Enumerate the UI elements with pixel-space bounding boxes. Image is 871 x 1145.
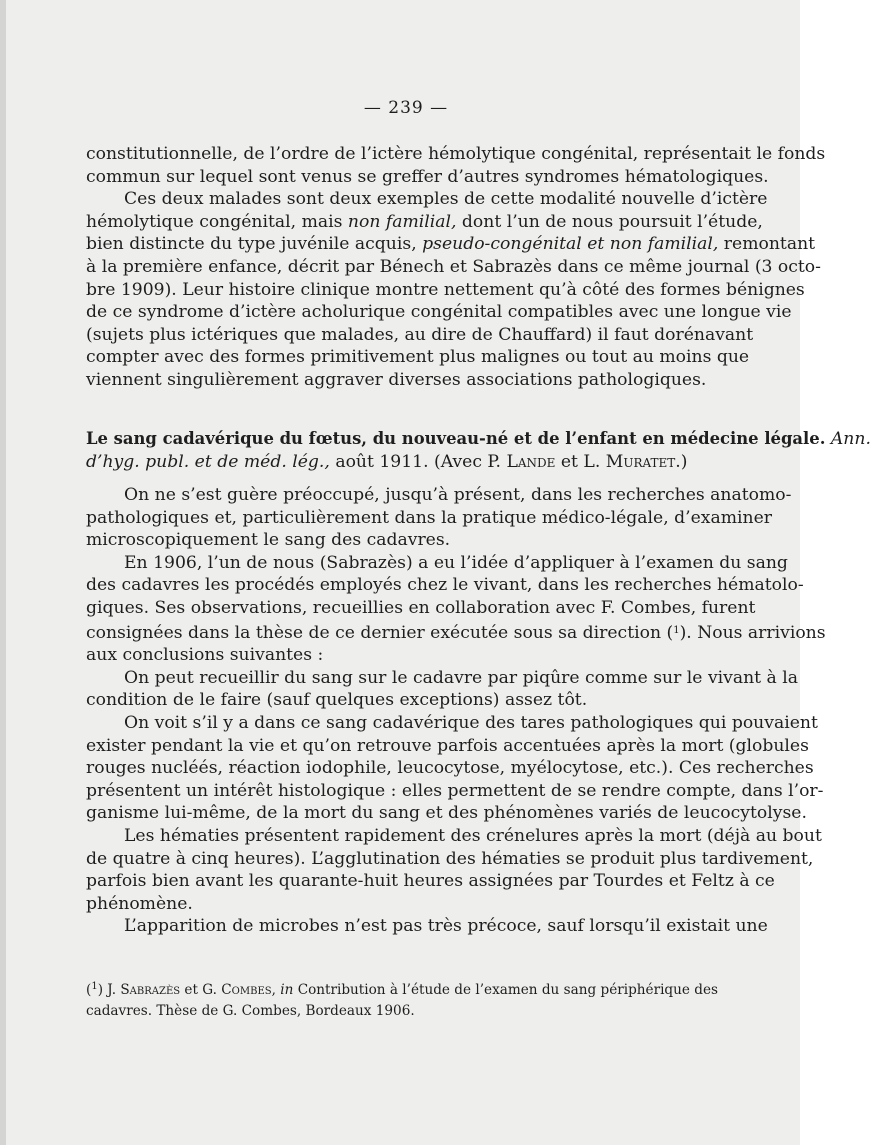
text-line: On voit s’il y a dans ce sang cadavérique des tares pathologiques qui pouvaient [124, 712, 818, 733]
text-run: Contribution à l’étude de l’examen du sang périphérique des [293, 982, 718, 998]
text-run: .) [675, 451, 688, 472]
text-line: des cadavres les procédés employés chez le vivant, dans les recherches hématolo- [86, 575, 804, 596]
paragraph-microbes [86, 915, 768, 938]
text-run: remontant [718, 234, 816, 255]
text-line [86, 211, 763, 234]
coauthor-name: Muratet [605, 451, 676, 472]
footnote-reference[interactable]: 1 [673, 624, 680, 636]
italic-run: in [280, 982, 294, 998]
author-name: Sabrazès [120, 982, 181, 998]
text-line: ganisme lui-même, de la mort du sang et des phénomènes variés de leucocytolyse. [86, 803, 807, 824]
text-line: bre 1909). Leur histoire clinique montre nettement qu’à côté des formes bénignes [86, 279, 805, 300]
text-line: exister pendant la vie et qu’on retrouve parfois accentuées après la mort (globules [86, 735, 809, 756]
text-line: de quatre à cinq heures). L’agglutination des hématies se produit plus tardivement, [86, 848, 814, 869]
text-line: condition de le faire (sauf quelques exceptions) assez tôt. [86, 690, 588, 711]
text-block-main [86, 484, 826, 938]
text-block-top [86, 143, 826, 392]
text-line: de ce syndrome d’ictère acholurique congénital compatibles avec une longue vie [86, 302, 792, 323]
text-line: rouges nucléés, réaction iodophile, leucocytose, myélocytose, etc.). Ces recherches [86, 758, 814, 779]
text-run: ). Nous arrivions [679, 622, 826, 643]
italic-run: non familial, [347, 211, 457, 232]
coauthor-name: Lande [506, 451, 556, 472]
text-line: viennent singulièrement aggraver diverses associations pathologiques. [86, 369, 707, 390]
text-line: microscopiquement le sang des cadavres. [86, 530, 451, 551]
text-line: commun sur lequel sont venus se greffer d’autres syndromes hématologiques. [86, 166, 769, 187]
text-run: consignées dans la thèse de ce dernier exécutée sous sa direction ( [86, 622, 674, 643]
reference-date: août 1911. (Avec P. [329, 451, 507, 472]
italic-run: pseudo-congénital et non familial, [422, 234, 719, 255]
reference-entry [86, 428, 871, 473]
text-run: hémolytique congénital, mais [86, 211, 348, 232]
footnote-line [86, 976, 736, 1001]
paragraph-recueillir [86, 667, 798, 712]
text-line: présentent un intérêt histologique : elles permettent de se rendre compte, dans l’or- [86, 780, 824, 801]
text-line [86, 620, 826, 645]
footnote-line: cadavres. Thèse de G. Combes, Bordeaux 1906. [86, 1003, 415, 1019]
footnote [86, 976, 736, 1022]
text-line: giques. Ses observations, recueillies en collaboration avec F. Combes, furent [86, 597, 756, 618]
text-line: compter avec des formes primitivement plus malignes ou tout au moins que [86, 347, 750, 368]
text-line: parfois bien avant les quarante-huit heures assignées par Tourdes et Feltz à ce [86, 871, 775, 892]
page-number: — 239 — [363, 98, 449, 118]
text-run: dont l’un de nous poursuit l’étude, [456, 211, 763, 232]
paragraph-ces-deux-malades [86, 188, 821, 391]
text-line: On ne s’est guère préoccupé, jusqu’à présent, dans les recherches anatomo- [124, 485, 792, 505]
journal-name: d’hyg. publ. et de méd. lég., [86, 451, 330, 472]
text-line: En 1906, l’un de nous (Sabrazès) a eu l’idée d’appliquer à l’examen du sang [124, 552, 788, 573]
reference-line [86, 451, 733, 474]
text-line: (sujets plus ictériques que malades, au dire de Chauffard) il faut dorénavant [86, 324, 754, 345]
text-line: pathologiques et, particulièrement dans la pratique médico-légale, d’examiner [86, 507, 772, 528]
text-run: et G. [180, 982, 222, 998]
paragraph-tares [86, 712, 824, 825]
text-line [86, 233, 816, 256]
journal-name: Ann. [830, 429, 871, 449]
text-line: aux conclusions suivantes : [86, 645, 324, 666]
paragraph-1906 [86, 552, 826, 667]
reference-line [86, 428, 871, 451]
author-name: Combes [221, 982, 272, 998]
text-line: à la première enfance, décrit par Bénech et Sabrazès dans ce même journal (3 octo- [86, 256, 821, 277]
text-line: phénomène. [86, 893, 193, 914]
text-run: ( [86, 982, 92, 998]
text-run: et L. [555, 451, 606, 472]
text-line: constitutionnelle, de l’ordre de l’ictère hémolytique congénital, représentait le fonds [86, 144, 826, 164]
text-line: L’apparition de microbes n’est pas très précoce, sauf lorsqu’il existait une [124, 916, 768, 937]
text-line: Ces deux malades sont deux exemples de cette modalité nouvelle d’ictère [124, 189, 768, 210]
paragraph-hematies [86, 825, 822, 915]
footnote-mark: 1 [91, 981, 98, 992]
text-line: On peut recueillir du sang sur le cadavre par piqûre comme sur le vivant à la [124, 667, 798, 688]
paragraph-continuation [86, 143, 826, 188]
reference-title: Le sang cadavérique du fœtus, du nouveau-né et de l’enfant en médecine légale. [86, 429, 826, 448]
text-run: bien distincte du type juvénile acquis, [86, 234, 423, 255]
text-line: Les hématies présentent rapidement des crénelures après la mort (déjà au bout [124, 825, 822, 846]
paragraph-intro [86, 484, 792, 552]
text-run: , [271, 982, 281, 998]
text-run: ) J. [97, 982, 121, 998]
